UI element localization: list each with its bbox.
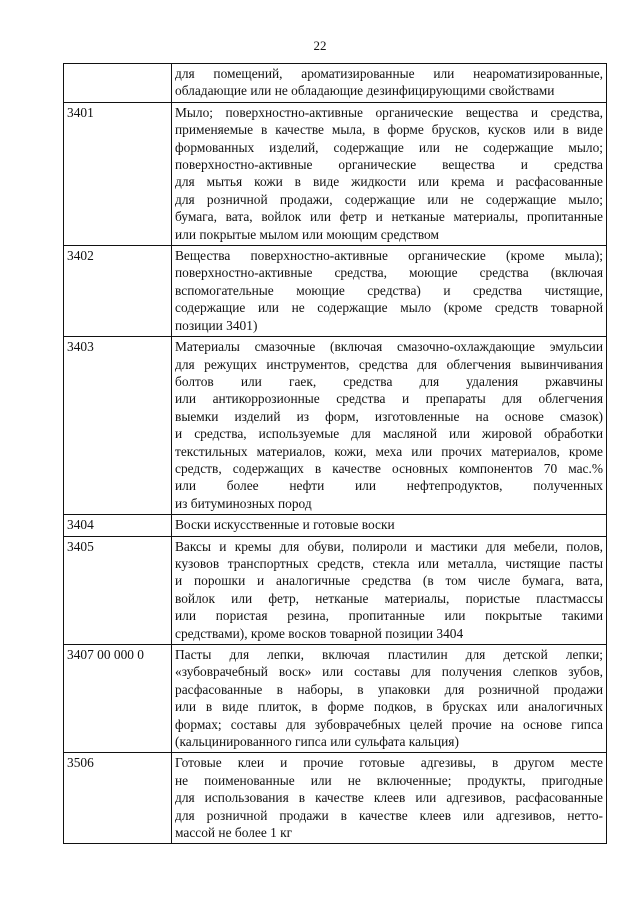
code-cell: 3407 00 000 0 (64, 645, 172, 753)
description-line: войлок или фетр, нетканые материалы, пористые пластмассы (175, 590, 603, 606)
description-line: расфасованные в наборы, в упаковки для розничной продажи (175, 681, 603, 697)
description-line: применяемые в качестве мыла, в форме брусков, кусков или в виде (175, 122, 603, 138)
code-cell: 3403 (64, 337, 172, 515)
description-line: или более нефти или нефтепродуктов, полученных (175, 478, 603, 494)
description-line: Мыло; поверхностно-активные органические вещества и средства, (175, 104, 603, 120)
description-line: бумага, вата, войлок или фетр и нетканые материалы, пропитанные (175, 209, 603, 225)
code-cell: 3401 (64, 102, 172, 245)
description-cell (172, 645, 607, 753)
description-line: формованных изделий, содержащие или не содержащие мыло; (175, 139, 603, 155)
description-cell (172, 536, 607, 644)
description-line: для мытья кожи в виде жидкости или крема и расфасованные (175, 174, 603, 190)
table-row (64, 102, 607, 245)
description-cell (172, 515, 607, 536)
description-line: содержащие или не содержащие мыло (кроме средств товарной (175, 300, 603, 316)
code-cell: 3506 (64, 753, 172, 844)
description-line: средствами), кроме восков товарной позиции 3404 (175, 625, 464, 641)
table-row (64, 246, 607, 337)
page-number: 22 (313, 38, 327, 53)
table-row (64, 515, 607, 536)
description-line: средств, содержащих в качестве основных компонентов 70 мас.% (175, 460, 603, 476)
description-line: или пористая резина, пропитанные или покрытые такими (175, 608, 603, 624)
code-cell: 3405 (64, 536, 172, 644)
description-line: «зубоврачебный воск» или составы для получения слепков зубов, (175, 664, 603, 680)
description-line: обладающие или не обладающие дезинфицирующими свойствами (175, 83, 555, 99)
table-row (64, 536, 607, 644)
description-line: из битуминозных пород (175, 495, 312, 511)
description-line: и средства, используемые для масляной или жировой обработки (175, 426, 603, 442)
description-line: массой не более 1 кг (175, 825, 293, 841)
code-cell: 3404 (64, 515, 172, 536)
customs-code-table (63, 63, 607, 844)
description-line: формах; составы для зубоврачебных целей прочие на основе гипса (175, 716, 603, 732)
description-cell (172, 337, 607, 515)
description-line: (кальцинированного гипса или сульфата кальция) (175, 734, 459, 750)
description-line: поверхностно-активные средства, моющие средства (включая (175, 265, 603, 281)
description-line: или антикоррозионные средства и препараты для облегчения (175, 391, 603, 407)
description-line: для использования в качестве клеев или адгезивов, расфасованные (175, 790, 603, 806)
description-line: и порошки и аналогичные средства (в том числе бумага, вата, (175, 573, 603, 589)
description-line: Воски искусственные и готовые воски (175, 517, 395, 533)
description-line: или покрытые мылом или моющим средством (175, 226, 439, 242)
description-line: выемки изделий из форм, изготовленные на основе смазок) (175, 408, 603, 424)
code-cell: 3402 (64, 246, 172, 337)
table-row (64, 337, 607, 515)
description-cell (172, 102, 607, 245)
table-body (64, 64, 607, 844)
description-line: текстильных материалов, кожи, меха или прочих материалов, кроме (175, 443, 603, 459)
description-line: Вещества поверхностно-активные органические (кроме мыла); (175, 248, 603, 264)
description-line: для розничной продажи в качестве клеев или адгезивов, нетто- (175, 807, 603, 823)
code-cell (64, 64, 172, 103)
description-line: не поименованные или не включенные; продукты, пригодные (175, 772, 603, 788)
description-line: Ваксы и кремы для обуви, полироли и мастики для мебели, полов, (175, 538, 603, 554)
description-line: Пасты для лепки, включая пластилин для детской лепки; (175, 647, 603, 662)
table-row (64, 645, 607, 753)
table-row (64, 64, 607, 103)
description-line: кузовов транспортных средств, стекла или металла, чистящие пасты (175, 555, 603, 571)
description-line: вспомогательные моющие средства) и средства чистящие, (175, 282, 603, 298)
description-cell (172, 246, 607, 337)
description-cell (172, 753, 607, 844)
description-line: поверхностно-активные органические вещества и средства (175, 157, 603, 173)
description-line: для розничной продажи, содержащие или не содержащие мыло; (175, 191, 603, 207)
description-line: или в виде плиток, в форме подков, в брусках или аналогичных (175, 699, 603, 715)
table-row (64, 753, 607, 844)
description-line: для помещений, ароматизированные или неароматизированные, (175, 66, 603, 81)
description-cell (172, 64, 607, 103)
description-line: Готовые клеи и прочие готовые адгезивы, в другом месте (175, 755, 603, 771)
description-line: для режущих инструментов, средства для облегчения вывинчивания (175, 356, 603, 372)
description-line: Материалы смазочные (включая смазочно-охлаждающие эмульсии (175, 339, 603, 355)
description-line: болтов или гаек, средства для удаления ржавчины (175, 373, 603, 389)
description-line: позиции 3401) (175, 317, 258, 333)
